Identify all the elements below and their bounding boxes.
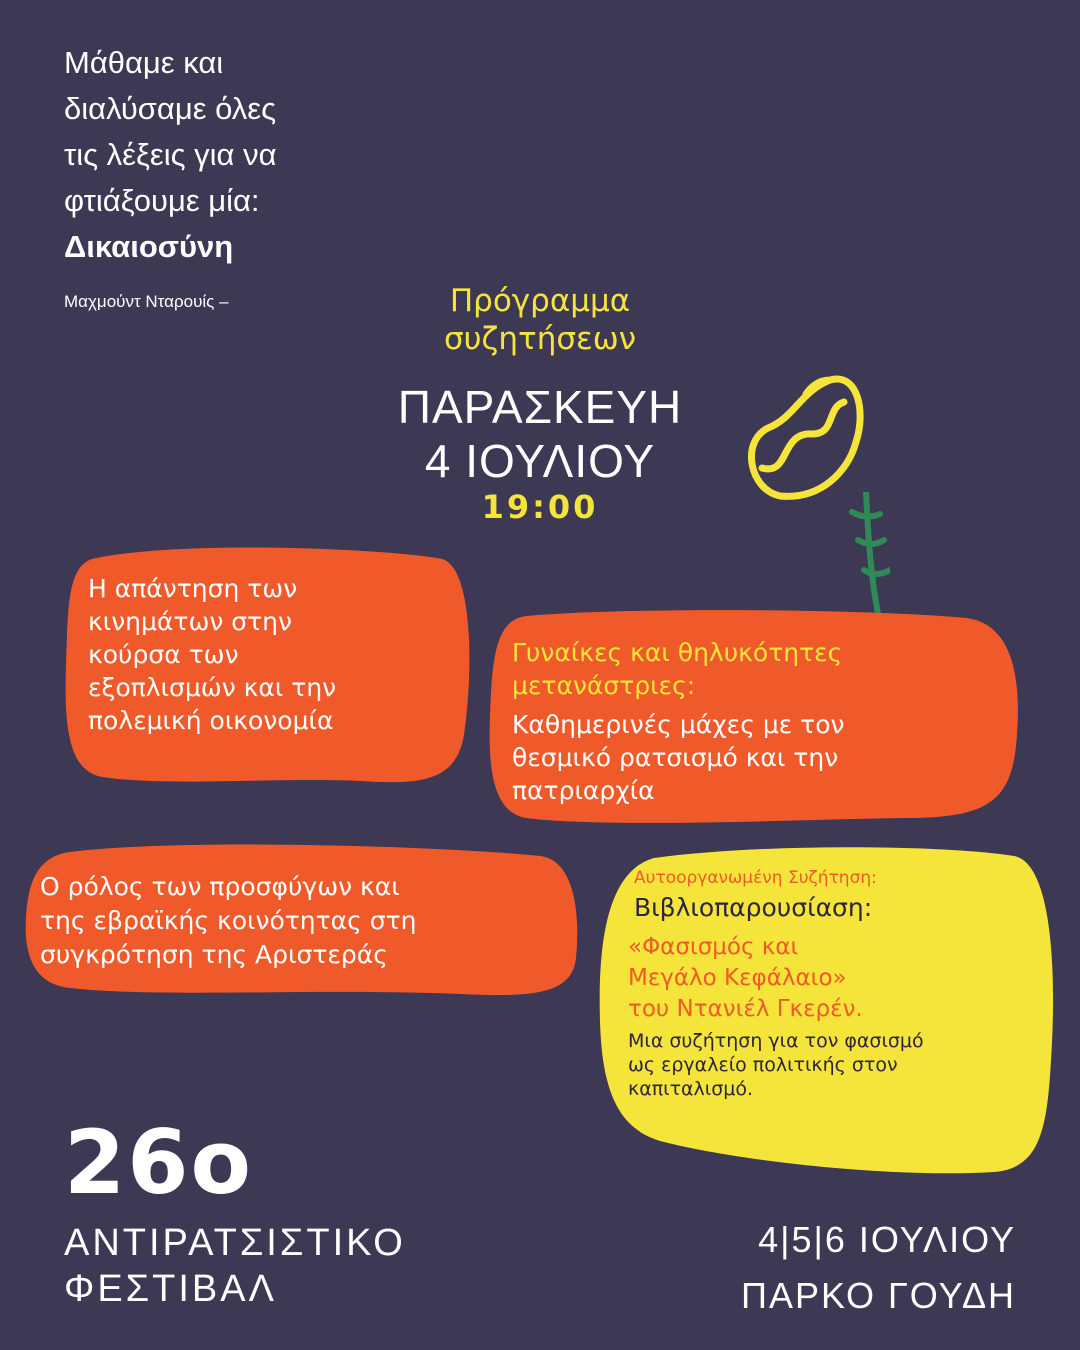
talk-4-heading: Βιβλιοπαρουσίαση:: [634, 893, 873, 922]
talk-3-line: Ο ρόλος των προσφύγων και: [40, 872, 400, 901]
festival-name: [64, 1220, 406, 1312]
flower-petal-line: [806, 380, 830, 394]
quote-line: διαλύσαμε όλες: [64, 91, 277, 126]
festival-name-line: ΑΝΤΙΡΑΤΣΙΣΤΙΚΟ: [64, 1222, 406, 1264]
program-time: 19:00: [481, 488, 599, 526]
flower-petal-line: [762, 402, 844, 469]
quote-line: τις λέξεις για να: [64, 137, 277, 172]
quote: [64, 40, 364, 270]
festival-dates: 4|5|6 ΙΟΥΛΙΟΥ: [758, 1219, 1016, 1260]
talk-4-book-line: Μεγάλο Κεφάλαιο»: [628, 965, 847, 991]
talk-4-description-line: καπιταλισμό.: [628, 1078, 754, 1100]
talk-3-line: της εβραϊκής κοινότητας στη: [40, 906, 417, 935]
talk-1-line: Η απάντηση των: [88, 574, 298, 603]
festival-venue: ΠΑΡΚΟ ΓΟΥΔΗ: [741, 1275, 1016, 1316]
program-day: [330, 380, 750, 488]
talk-1-line: κούρσα των: [88, 640, 239, 669]
talk-2-body: Καθημερινές μάχες με τον: [512, 710, 845, 739]
quote-keyword: Δικαιοσύνη: [64, 229, 234, 264]
talk-2-headline: Γυναίκες και θηλυκότητες: [512, 638, 843, 667]
talk-1-line: πολεμική οικονομία: [88, 706, 334, 735]
flower-illustration: [740, 372, 890, 622]
talk-4-book-line: του Ντανιέλ Γκερέν.: [628, 996, 863, 1022]
talk-1-line: κινημάτων στην: [88, 607, 292, 636]
program-title-line: συζητήσεων: [443, 321, 637, 357]
talk-4-kicker: Αυτοοργανωμένη Συζήτηση:: [634, 868, 877, 888]
quote-author: Μαχμούντ Νταρουίς –: [64, 292, 229, 311]
flower-leaf: [864, 570, 890, 574]
talk-4: [620, 866, 924, 1101]
program-title-line: Πρόγραμμα: [449, 283, 631, 319]
program-title: [380, 282, 700, 358]
talk-4-description-line: Μια συζήτηση για τον φασισμό: [628, 1030, 924, 1052]
program-day-line: 4 ΙΟΥΛΙΟΥ: [424, 435, 656, 487]
talk-4-description-line: ως εργαλείο πολιτικής στον: [628, 1054, 898, 1076]
talk-2-headline: μετανάστριες:: [512, 671, 696, 700]
talk-2-body: πατριαρχία: [512, 776, 655, 805]
festival-number: 26ο: [64, 1111, 253, 1214]
quote-line: Μάθαμε και: [64, 45, 224, 80]
flower-stem: [866, 492, 878, 614]
talk-3: [40, 870, 417, 972]
program-day-line: ΠΑΡΑΣΚΕΥΗ: [397, 381, 683, 433]
talk-1-line: εξοπλισμών και την: [88, 673, 337, 702]
festival-info: [741, 1212, 1016, 1324]
talk-1: [88, 572, 336, 737]
talk-3-line: συγκρότηση της Αριστεράς: [40, 940, 388, 969]
festival-name-line: ΦΕΣΤΙΒΑΛ: [64, 1268, 277, 1310]
talk-2-body: θεσμικό ρατσισμό και την: [512, 743, 839, 772]
quote-line: φτιάξουμε μία:: [64, 183, 260, 218]
talk-4-book-line: «Φασισμός και: [628, 934, 799, 960]
talk-2: [512, 636, 845, 807]
